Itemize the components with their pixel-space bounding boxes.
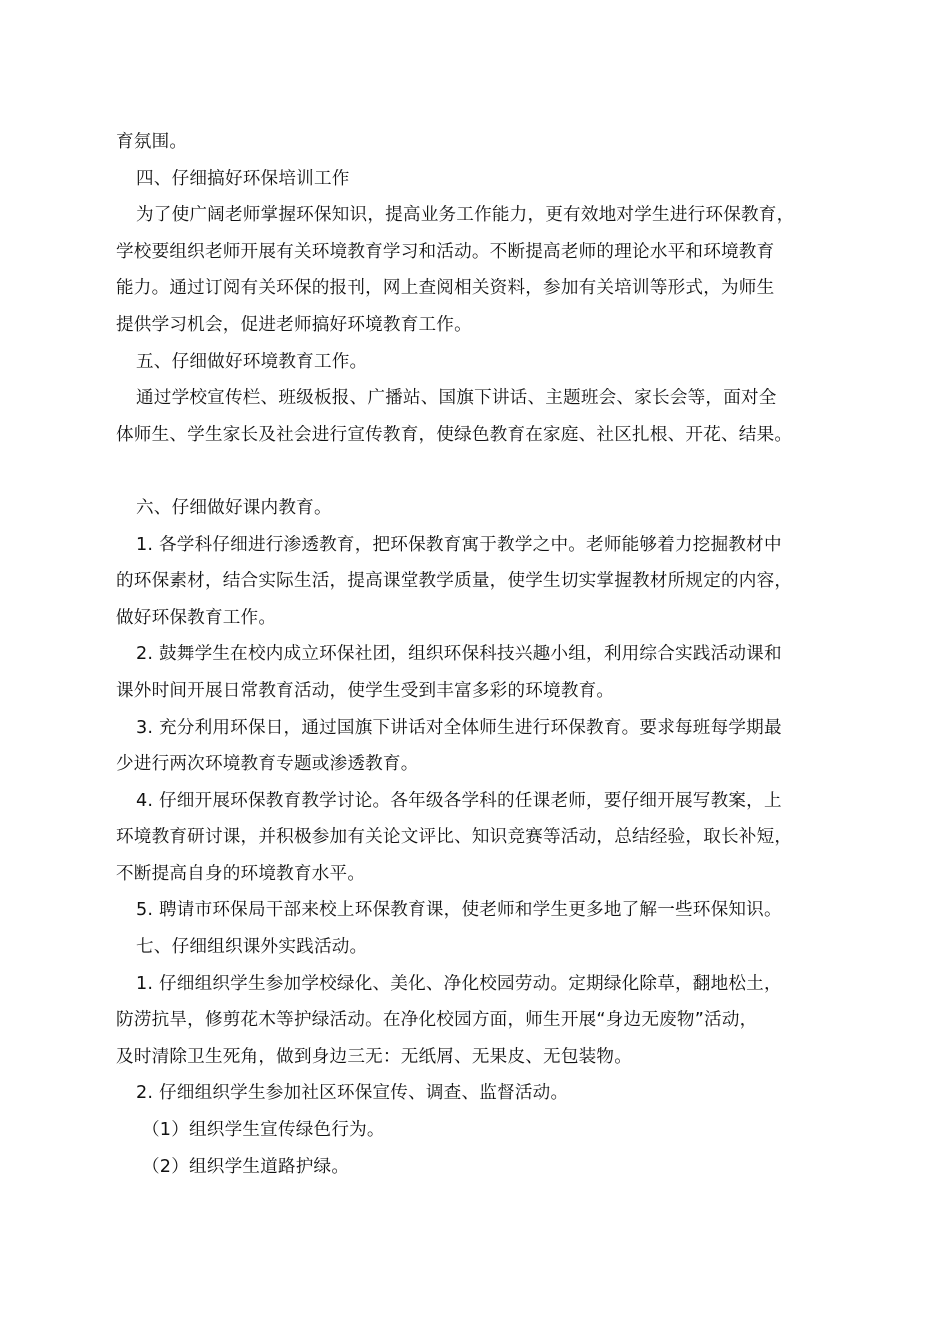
section-heading-6: 六、仔细做好课内教育。 bbox=[136, 497, 332, 518]
list-item-line: 环境教育研讨课，并积极参加有关论文评比、知识竞赛等活动，总结经验，取长补短， bbox=[116, 827, 793, 848]
list-item-line: 2. 鼓舞学生在校内成立环保社团，组织环保科技兴趣小组，利用综合实践活动课和 bbox=[136, 644, 782, 665]
list-item-line: 不断提高自身的环境教育水平。 bbox=[116, 863, 366, 884]
paragraph-line: 为了使广阔老师掌握环保知识，提高业务工作能力，更有效地对学生进行环保教育， bbox=[136, 205, 795, 226]
paragraph-line: 提供学习机会，促进老师搞好环境教育工作。 bbox=[116, 314, 472, 335]
paragraph-line: 通过学校宣传栏、班级板报、广播站、国旗下讲话、主题班会、家长会等，面对全 bbox=[136, 388, 777, 409]
list-item-line: 3. 充分利用环保日，通过国旗下讲话对全体师生进行环保教育。要求每班每学期最 bbox=[136, 717, 782, 738]
sub-list-item: （2）组织学生道路护绿。 bbox=[142, 1156, 350, 1177]
list-item-line: 1. 各学科仔细进行渗透教育，把环保教育寓于教学之中。老师能够着力挖掘教材中 bbox=[136, 534, 782, 555]
sub-list-item: （1）组织学生宣传绿色行为。 bbox=[142, 1120, 385, 1141]
list-item-line: 做好环保教育工作。 bbox=[116, 607, 277, 628]
paragraph-line: 学校要组织老师开展有关环境教育学习和活动。不断提高老师的理论水平和环境教育 bbox=[116, 241, 775, 262]
list-item-line: 课外时间开展日常教育活动，使学生受到丰富多彩的环境教育。 bbox=[116, 680, 615, 701]
list-item-line: 5. 聘请市环保局干部来校上环保教育课，使老师和学生更多地了解一些环保知识。 bbox=[136, 900, 782, 921]
list-item-line: 防涝抗旱，修剪花木等护绿活动。在净化校园方面，师生开展“身边无废物”活动， bbox=[116, 1010, 758, 1031]
section-heading-7: 七、仔细组织课外实践活动。 bbox=[136, 937, 368, 958]
list-item-line: 4. 仔细开展环保教育教学讨论。各年级各学科的任课老师，要仔细开展写教案，上 bbox=[136, 790, 782, 811]
list-item-line: 及时清除卫生死角，做到身边三无：无纸屑、无果皮、无包装物。 bbox=[116, 1046, 633, 1067]
list-item-line: 2. 仔细组织学生参加社区环保宣传、调查、监督活动。 bbox=[136, 1083, 569, 1104]
blank-line bbox=[116, 453, 856, 490]
paragraph-line: 体师生、学生家长及社会进行宣传教育，使绿色教育在家庭、社区扎根、开花、结果。 bbox=[116, 424, 793, 445]
paragraph-line: 能力。通过订阅有关环保的报刊，网上查阅相关资料，参加有关培训等形式，为师生 bbox=[116, 278, 775, 299]
list-item-line: 少进行两次环境教育专题或渗透教育。 bbox=[116, 754, 419, 775]
section-heading-5: 五、仔细做好环境教育工作。 bbox=[136, 351, 368, 372]
list-item-line: 1. 仔细组织学生参加学校绿化、美化、净化校园劳动。定期绿化除草，翻地松土， bbox=[136, 973, 782, 994]
document-body bbox=[116, 124, 856, 1185]
paragraph-continuation: 育氛围。 bbox=[116, 132, 188, 152]
list-item-line: 的环保素材，结合实际生活，提高课堂教学质量，使学生切实掌握教材所规定的内容， bbox=[116, 571, 793, 592]
section-heading-4: 四、仔细搞好环保培训工作 bbox=[136, 168, 350, 189]
